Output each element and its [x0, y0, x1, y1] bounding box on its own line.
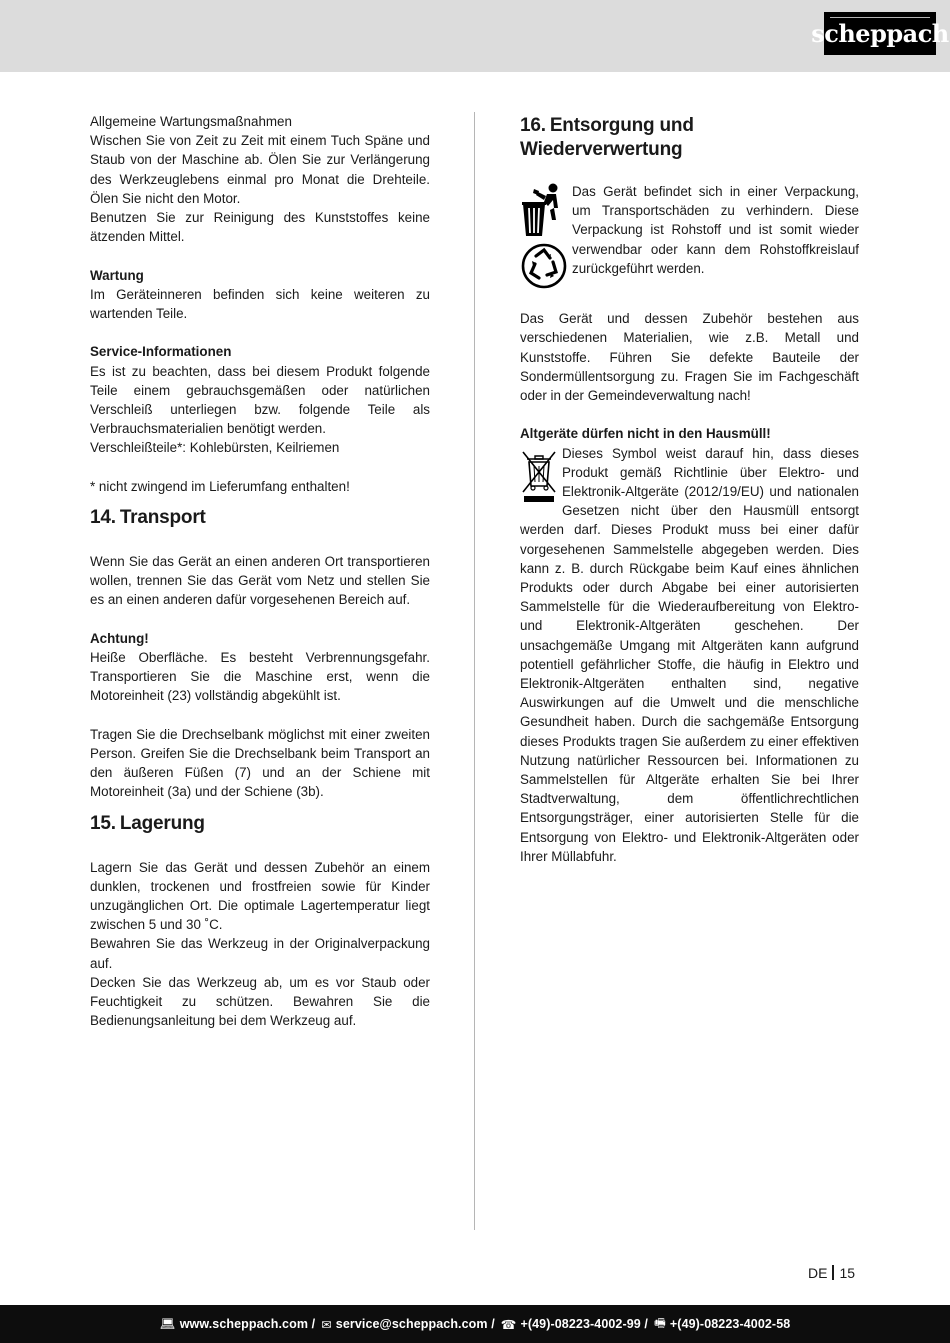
delivery-note: * nicht zwingend im Lieferumfang enthalten!	[90, 478, 350, 494]
left-column	[90, 112, 430, 1030]
brand-name: scheppach	[811, 19, 949, 48]
computer-icon: 💻︎	[159, 1316, 176, 1331]
right-column	[520, 112, 859, 866]
section-15-heading	[90, 812, 430, 836]
packaging-block	[520, 182, 859, 290]
section-16-heading	[520, 114, 859, 162]
section-16-title: Entsorgung und Wiederverwertung	[520, 115, 694, 160]
section-14-number: 14.	[90, 507, 116, 529]
carry-text: Tragen Sie die Drechselbank möglichst mit einer zweiten Person. Greifen Sie die Drechselbank beim Transport an den äußeren Füßen (7) und an der Schiene mit Motoreinheit (3a) und der Schiene (3b).	[90, 726, 430, 800]
section-16-number: 16.	[520, 115, 546, 136]
weee-title: Altgeräte dürfen nicht in den Hausmüll!	[520, 426, 771, 442]
storage-text-1: Lagern Sie das Gerät und dessen Zubehör an einem dunklen, trockenen und frostfreien sowie für Kinder unzugänglichen Ort. Die optimale Lagertemperatur liegt zwischen 5 und 30 ˚C.	[90, 859, 430, 933]
brand-logo	[811, 12, 949, 55]
maintenance-text: Im Geräteinneren befinden sich keine weiteren zu wartenden Teile.	[90, 286, 430, 322]
storage-text-2: Bewahren Sie das Werkzeug in der Originalverpackung auf.	[90, 936, 430, 971]
service-text: Es ist zu beachten, dass bei diesem Produkt folgende Teile einem gebrauchsgemäßen oder natürlichen Verschleiß unterliegen bzw. folgende Teile als Verbrauchsmaterialien benötigt werden.	[90, 363, 430, 437]
caution-text: Heiße Oberfläche. Es besteht Verbrennungsgefahr. Transportieren Sie die Maschine erst, wenn die Motoreinheit (23) vollständig abgekühlt ist.	[90, 650, 430, 704]
transport-text: Wenn Sie das Gerät an einen anderen Ort transportieren wollen, trennen Sie das Gerät vom Netz und stellen Sie es an einen anderen dafür vorgesehenen Bereich auf.	[90, 554, 430, 608]
header-band	[0, 0, 950, 72]
section-14-heading	[90, 506, 430, 530]
storage-text-3: Decken Sie das Werkzeug ab, um es vor Staub oder Feuchtigkeit zu schützen. Bewahren Sie die Bedienungsanleitung bei dem Werkzeug auf.	[90, 974, 430, 1029]
packaging-text: Das Gerät befindet sich in einer Verpackung, um Transportschäden zu verhindern. Diese Verpackung ist Rohstoff und ist somit wieder verwendbar oder kann dem Rohstoffkreislauf zurückgeführt werden.	[572, 184, 859, 276]
phone-icon: ☎︎	[500, 1317, 517, 1332]
tidyman-icon	[520, 182, 568, 238]
page-language: DE	[808, 1265, 828, 1281]
section-15-title: Lagerung	[119, 812, 205, 834]
general-maintenance-text-2: Benutzen Sie zur Reinigung des Kunststoffes keine ätzenden Mittel.	[90, 210, 430, 245]
general-maintenance-title: Allgemeine Wartungsmaßnahmen	[90, 114, 292, 129]
mail-icon: ✉︎	[321, 1317, 332, 1332]
materials-text: Das Gerät und dessen Zubehör bestehen aus verschiedenen Materialien, wie z.B. Metall und Kunststoffe. Führen Sie defekte Bauteile der Sondermüllentsorgung zu. Fragen Sie im Fachgeschäft oder in der Gemeindeverwaltung nach!	[520, 311, 859, 403]
wear-parts: Verschleißteile*: Kohlebürsten, Keilriemen	[90, 440, 340, 456]
weee-text: Dieses Symbol weist darauf hin, dass dieses Produkt gemäß Richtlinie über Elektro- und Elektronik-Altgeräte (2012/19/EU) und nationalen Gesetzen nicht über den Hausmüll entsorgt werden darf. Dieses Produkt muss bei einer dafür vorgesehenen Sammelstelle abgegeben werden. Dies kann z. B. durch Rückgabe beim Kauf eines ähnlichen Produkts oder durch Abgabe bei einer autorisierten Sammelstelle für die Wiederaufbereitung von Elektro- und Elektronik-Altgeräten geschehen. Der unsachgemäße Umgang mit Altgeräten kann aufgrund potentiell gefährlicher Stoffe, die häufig in Elektro und Elektronik-Altgeräten enthalten sind, negative Auswirkungen auf die Umwelt und die menschliche Gesundheit haben. Durch die sachgemäße Entsorgung dieses Produkts tragen Sie außerdem zu einer effektiven Nutzung natürlicher Ressourcen bei. Informationen zu Sammelstellen für Altgeräte erhalten Sie bei Ihrer Stadtverwaltung, dem öffentlichrechtlichen Entsorgungsträger, einer autorisierten Stelle für die Entsorgung von Elektro- und Elektronik-Altgeräten oder Ihrer Müllabfuhr.	[520, 445, 859, 864]
footer-phone[interactable]: +(49)-08223-4002-99 /	[520, 1317, 648, 1331]
column-divider	[474, 112, 475, 1230]
section-15-number: 15.	[90, 812, 116, 834]
packaging-icons	[520, 182, 572, 290]
footer-web[interactable]: www.scheppach.com /	[179, 1317, 316, 1331]
fax-icon: 🖷︎	[654, 1315, 666, 1330]
footer-fax[interactable]: +(49)-08223-4002-58	[669, 1317, 791, 1331]
maintenance-title: Wartung	[90, 267, 144, 283]
page-number-value: 15	[839, 1265, 856, 1281]
footer-bar	[0, 1305, 950, 1343]
footer-mail[interactable]: service@scheppach.com /	[335, 1317, 495, 1331]
section-14-title: Transport	[119, 507, 206, 529]
weee-block	[520, 444, 859, 866]
recycle-icon	[520, 242, 568, 290]
service-title: Service-Informationen	[90, 344, 232, 360]
page-number	[808, 1265, 855, 1281]
general-maintenance-text: Wischen Sie von Zeit zu Zeit mit einem Tuch Späne und Staub von der Maschine ab. Ölen Sie zur Verlängerung des Werkzeuglebens einmal pro Monat die Drehteile. Ölen Sie nicht den Motor.	[90, 133, 430, 206]
crossed-bin-icon	[520, 448, 558, 504]
caution-title: Achtung!	[90, 630, 149, 646]
